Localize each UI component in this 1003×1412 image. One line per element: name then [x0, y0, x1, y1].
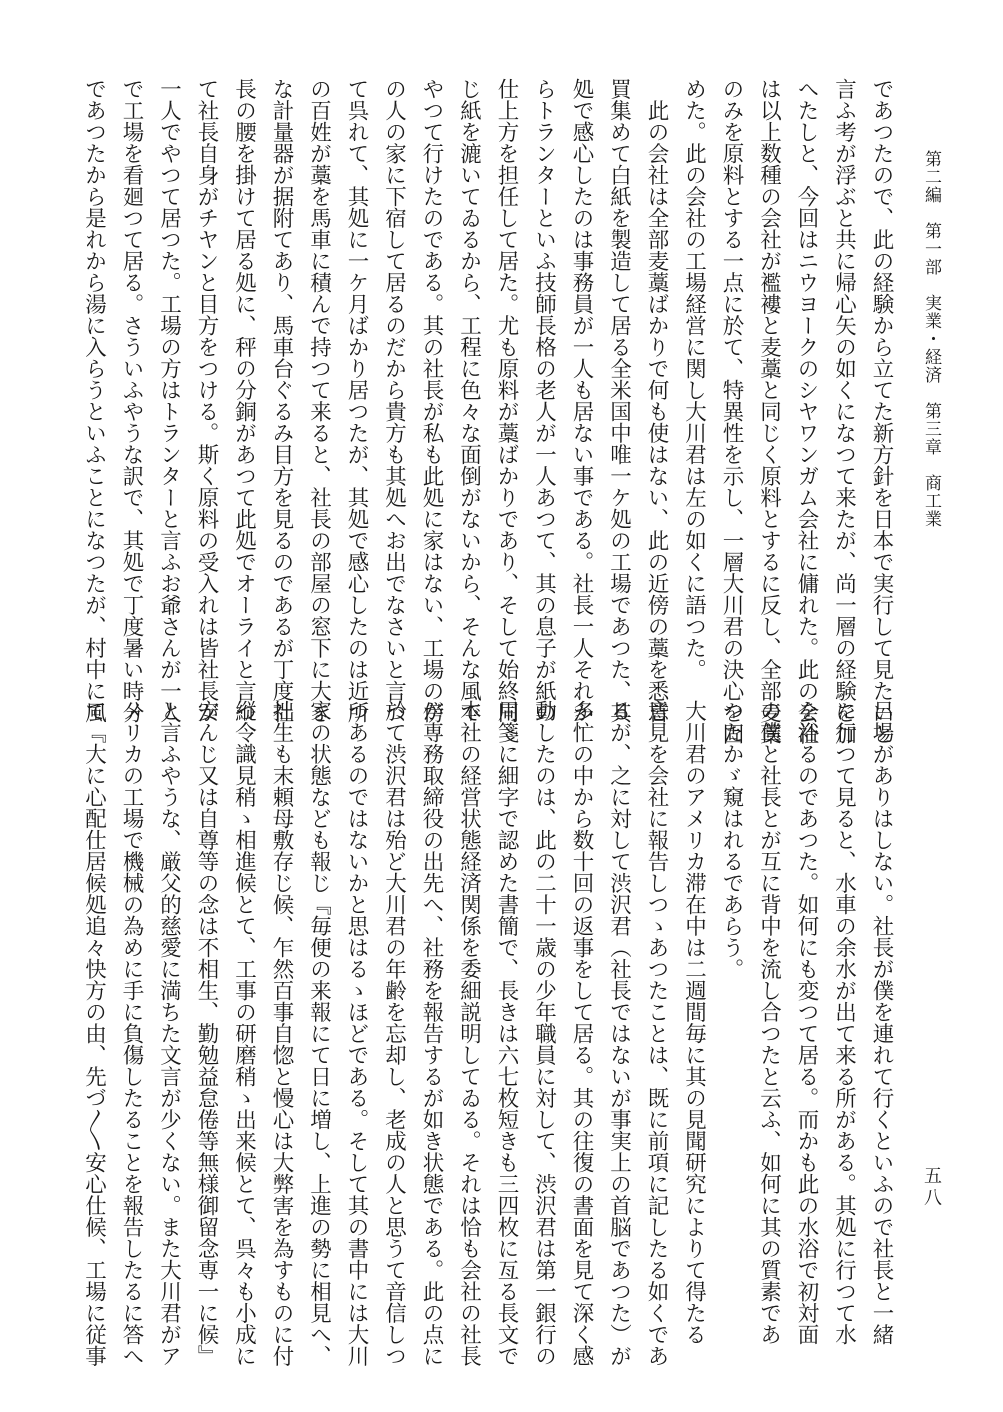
text-line: 長の腰を掛けて居る処に、秤の分銅があつて此処でオーライと言つ: [231, 78, 257, 723]
text-line: であつたので、此の経験から立てた新方針を日本で実行して見たいと: [869, 78, 894, 745]
text-line: 大川君のアメリカ滞在中は二週間毎に其の見聞研究によりて得たる: [681, 700, 707, 1345]
text-line: 拙生も末頼母敷存じ候、乍然百事自惚と慢心は大弊害を為すものに付: [269, 700, 294, 1367]
text-line: であつたから是れから湯に入らうといふことになつたが、村中に風: [81, 78, 107, 723]
page-number: 五八: [921, 1166, 942, 1210]
text-line: つたかゞ窺はれるであらう。: [719, 700, 744, 980]
text-line: の百姓が藁を馬車に積んで持つて来ると、社長の部屋の窓下に大き: [306, 78, 332, 723]
text-line: が専務取締役の出先へ、社務を報告するが如き状態である。此の点に: [419, 700, 444, 1367]
text-line: て社長自身がチヤンと目方をつける。斯く原料の受入れは皆社長が: [194, 78, 219, 723]
text-line: と言ふやうな、厳父的慈愛に満ちた文言が少くない。また大川君がア: [156, 700, 182, 1367]
text-line: の僕と社長とが互に背中を流し合つたと云ふ、如何に其の質素であ: [756, 700, 782, 1345]
text-line: 用箋に細字で認めた書簡で、長きは六七枚短きも三四枚に亙る長文で: [494, 700, 519, 1367]
running-header: 第二編 第一部 実業・経済 第三章 商工業: [921, 150, 941, 528]
text-line: な計量器が据附てあり、馬車台ぐるみ目方を見るのであるが丁度社: [269, 78, 294, 723]
text-line: を浴るのであつた。如何にも変つて居る。而かも此の水浴で初対面: [794, 700, 819, 1345]
text-line: やつて行けたのである。其の社長が私も此処に家はない、工場の傍: [419, 78, 444, 723]
text-line: 家の状態なども報じ『毎便の来報にて日に増し、上進の勢に相見へ、: [306, 700, 332, 1367]
text-line: 呂場がありはしない。社長が僕を連れて行くといふので社長と一緒: [869, 700, 894, 1345]
text-line: へたしと、今回はニウヨークのシヤワンガム会社に傭れた。此の会社: [794, 78, 819, 745]
text-line: 安んじ又は自尊等の念は不相生、勤勉益怠倦等無様御留念専一に候』: [194, 700, 219, 1367]
text-line: るが、之に対して渋沢君（社長ではないが事実上の首脳であつた）が: [606, 700, 632, 1367]
text-line: で工場を看廻つて居る。さういふやうな訳で、其処で丁度暑い時分: [119, 78, 144, 723]
text-line: に行つて見ると、水車の余水が出て来る所がある。其処に行つて水: [831, 700, 857, 1345]
text-line: 買集めて白紙を製造して居る全米国中唯一ケ処の工場であつた、其: [606, 78, 632, 723]
text-line: 此の会社は全部麦藁ばかりで何も使はない、此の近傍の藁を悉皆: [644, 78, 669, 723]
text-line: 縦令識見稍ゝ相進候とて、工事の研磨稍ゝ出来候とて、呉々も小成に: [231, 700, 257, 1367]
upper-text-block: [70, 78, 900, 745]
text-line: 仕上方を担任して居た。尤も原料が藁ばかりであり、そして始終同: [494, 78, 519, 723]
text-line: 意見を会社に報告しつゝあつたことは、既に前項に記したる如くであ: [644, 700, 669, 1367]
text-line: のみを原料とする一点に於て、特異性を示し、一層大川君の決心を固: [719, 78, 744, 745]
text-line: 一人でやつて居つた。工場の方はトランターと言ふお爺さんが一人: [156, 78, 182, 723]
text-line: て呉れて、其処に一ケ月ばかり居つたが、其処で感心したのは近所: [344, 78, 369, 723]
text-line: 動したのは、此の二十一歳の少年職員に対して、渋沢君は第一銀行の: [531, 700, 557, 1367]
text-line: て『大に心配仕居候処追々快方の由、先づ〳〵安心仕候、工場に従事: [81, 700, 107, 1367]
text-line: らトランターといふ技師長格の老人が一人あつて、其の息子が紙の: [531, 78, 557, 723]
lower-text-block: [70, 700, 900, 1367]
text-line: メリカの工場で機械の為めに手に負傷したることを報告したるに答へ: [119, 700, 144, 1367]
text-line: は以上数種の会社が襤褸と麦藁と同じく原料とするに反し、全部麦藁: [756, 78, 782, 745]
text-line: じ紙を漉いてゐるから、工程に色々な面倒がないから、そんな風で: [456, 78, 482, 723]
text-line: 於て渋沢君は殆ど大川君の年齢を忘却し、老成の人と思うて音信しつ: [381, 700, 407, 1367]
text-line: めた。此の会社の工場経営に関し大川君は左の如くに語つた。: [681, 78, 707, 680]
text-line: 本社の経営状態経済関係を委細説明してゐる。それは恰も会社の社長: [456, 700, 482, 1367]
text-line: 多忙の中から数十回の返事をして居る。其の往復の書面を見て深く感: [569, 700, 594, 1367]
text-line: 言ふ考が浮ぶと共に帰心矢の如くになつて来たが、尚一層の経験を加: [831, 78, 857, 745]
text-line: つあるのではないかと思はるゝほどである。そして其の書中には大川: [344, 700, 369, 1367]
text-line: の人の家に下宿して居るのだから貴方も其処へお出でなさいと言つ: [381, 78, 407, 723]
text-line: 処で感心したのは事務員が一人も居ない事である。社長一人それか: [569, 78, 594, 723]
